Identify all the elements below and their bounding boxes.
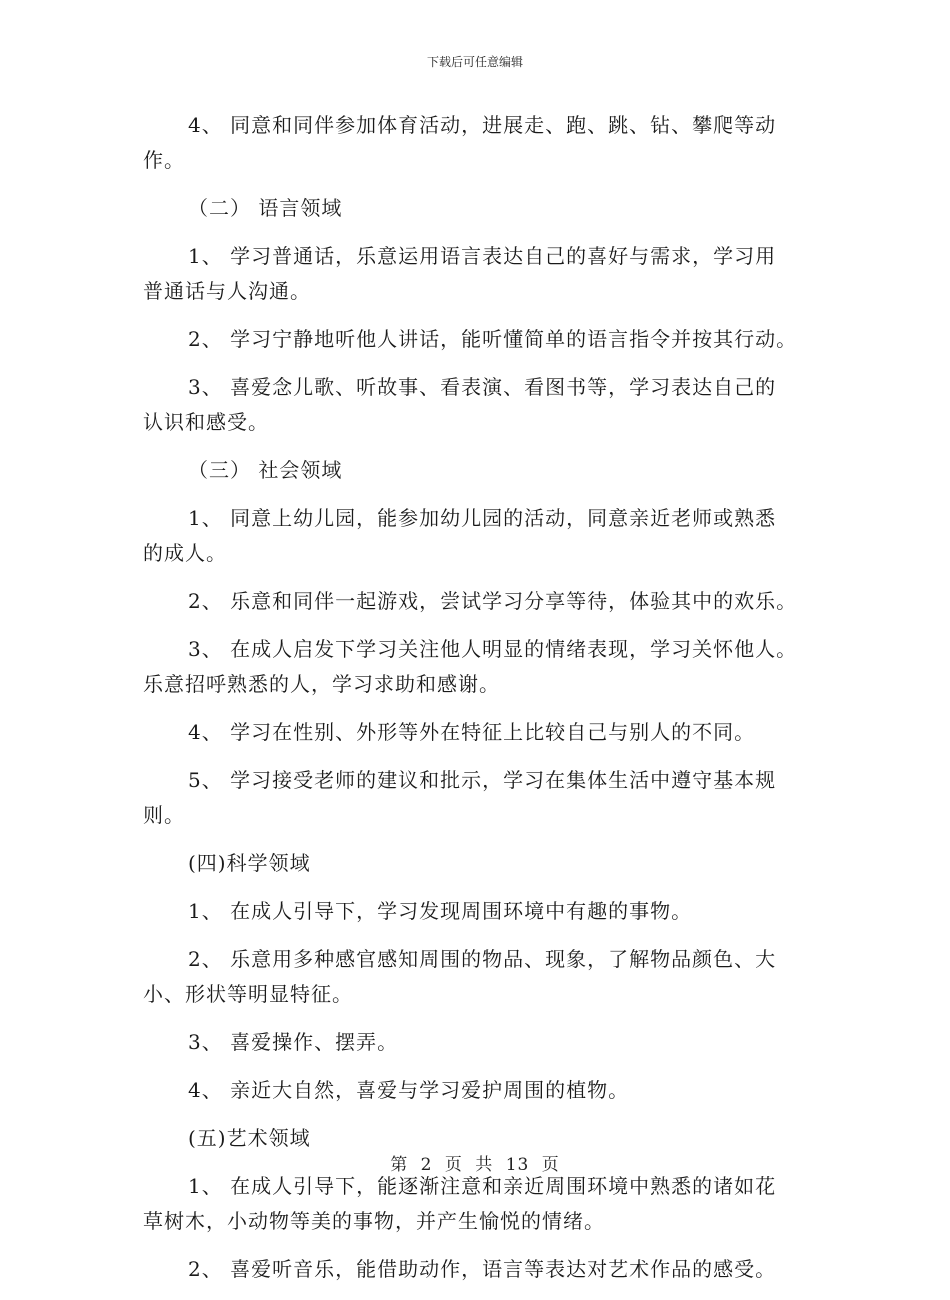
paragraph-line: 普通话与人沟通。 <box>143 279 311 303</box>
paragraph-line: 草树木，小动物等美的事物，并产生愉悦的情绪。 <box>143 1209 605 1233</box>
paragraph <box>143 894 815 929</box>
paragraph-line: 2、 乐意用多种感官感知周围的物品、现象，了解物品颜色、大 <box>188 947 777 971</box>
paragraph-line: 3、 在成人启发下学习关注他人明显的情绪表现，学习关怀他人。 <box>188 637 798 661</box>
page-footer: 第 2 页 共 13 页 <box>390 1155 560 1175</box>
paragraph <box>143 108 815 178</box>
section-heading <box>143 846 815 881</box>
paragraph-line: 1、 学习普通话，乐意运用语言表达自己的喜好与需求，学习用 <box>188 244 777 268</box>
document-body <box>143 108 815 1300</box>
paragraph <box>143 942 815 1012</box>
paragraph <box>143 322 815 357</box>
paragraph <box>143 632 815 702</box>
paragraph-line: 乐意招呼熟悉的人，学习求助和感谢。 <box>143 672 500 696</box>
paragraph <box>143 370 815 440</box>
paragraph <box>143 715 815 750</box>
paragraph-line: 4、 学习在性别、外形等外在特征上比较自己与别人的不同。 <box>188 720 756 744</box>
paragraph-line: 4、 亲近大自然，喜爱与学习爱护周围的植物。 <box>188 1078 630 1102</box>
paragraph-line: 1、 在成人引导下，学习发现周围环境中有趣的事物。 <box>188 899 693 923</box>
paragraph-line: 4、 同意和同伴参加体育活动，进展走、跑、跳、钻、攀爬等动 <box>188 113 777 137</box>
section-heading <box>143 453 815 488</box>
paragraph <box>143 1169 815 1239</box>
paragraph-line: 1、 同意上幼儿园，能参加幼儿园的活动，同意亲近老师或熟悉 <box>188 506 777 530</box>
section-heading <box>143 191 815 226</box>
paragraph <box>143 1252 815 1287</box>
paragraph-line: 认识和感受。 <box>143 410 269 434</box>
paragraph-line: 则。 <box>143 803 185 827</box>
paragraph-line: 小、形状等明显特征。 <box>143 982 353 1006</box>
section-heading-text: (四)科学领域 <box>188 851 311 875</box>
section-heading <box>143 1121 815 1156</box>
paragraph-line: 2、 喜爱听音乐，能借助动作，语言等表达对艺术作品的感受。 <box>188 1257 777 1281</box>
paragraph <box>143 501 815 571</box>
page-header: 下载后可任意编辑 <box>426 55 523 69</box>
paragraph-line: 2、 乐意和同伴一起游戏，尝试学习分享等待，体验其中的欢乐。 <box>188 589 798 613</box>
paragraph <box>143 1073 815 1108</box>
paragraph-line: 的成人。 <box>143 541 227 565</box>
paragraph <box>143 584 815 619</box>
section-heading-text: （三） 社会领域 <box>188 458 343 482</box>
paragraph-line: 1、 在成人引导下，能逐渐注意和亲近周围环境中熟悉的诸如花 <box>188 1174 777 1198</box>
paragraph <box>143 763 815 833</box>
paragraph-line: 3、 喜爱念儿歌、听故事、看表演、看图书等，学习表达自己的 <box>188 375 777 399</box>
paragraph <box>143 239 815 309</box>
section-heading-text: (五)艺术领域 <box>188 1126 311 1150</box>
paragraph-line: 5、 学习接受老师的建议和批示，学习在集体生活中遵守基本规 <box>188 768 777 792</box>
paragraph-line: 3、 喜爱操作、摆弄。 <box>188 1030 399 1054</box>
paragraph-line: 2、 学习宁静地听他人讲话，能听懂简单的语言指令并按其行动。 <box>188 327 798 351</box>
paragraph-line: 作。 <box>143 148 185 172</box>
paragraph <box>143 1025 815 1060</box>
section-heading-text: （二） 语言领域 <box>188 196 343 220</box>
